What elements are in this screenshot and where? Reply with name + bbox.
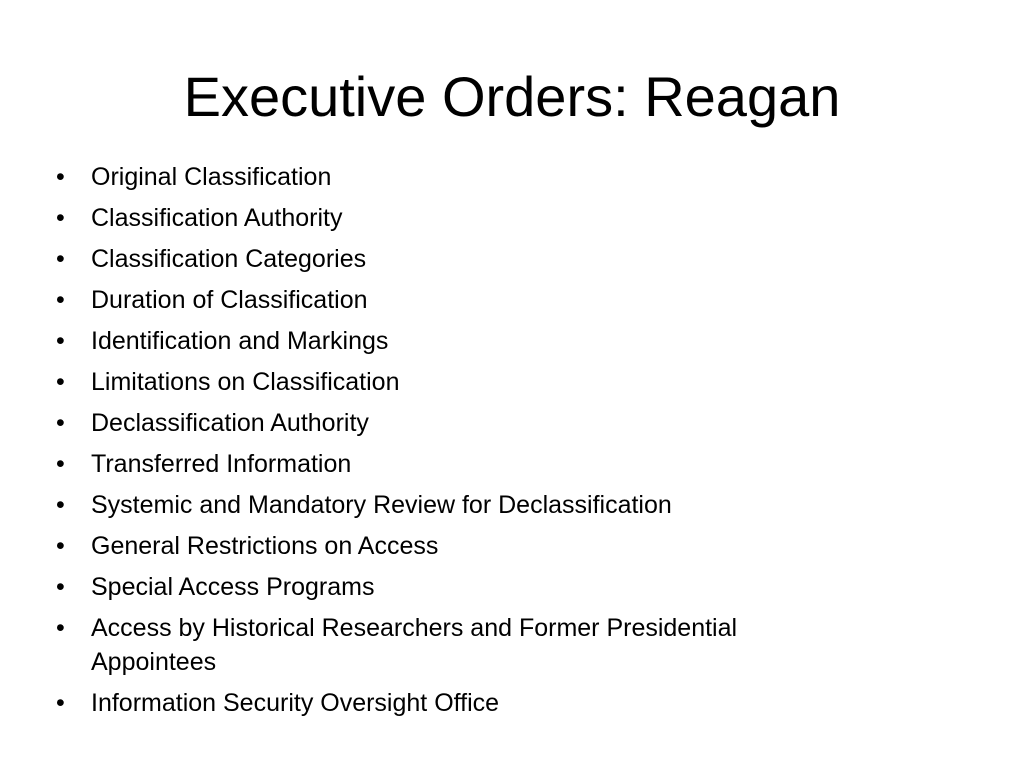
list-item — [52, 529, 852, 563]
list-item — [52, 406, 852, 440]
list-item — [52, 283, 852, 317]
bullet-icon: • — [56, 689, 65, 717]
list-item-text: Systemic and Mandatory Review for Declassification — [91, 491, 672, 519]
list-item-text: Access by Historical Researchers and Former Presidential Appointees — [91, 614, 738, 676]
bullet-icon: • — [56, 573, 65, 601]
bullet-icon: • — [56, 204, 65, 232]
list-item-text: Identification and Markings — [91, 327, 389, 355]
list-item-text: Classification Categories — [91, 245, 367, 273]
bullet-icon: • — [56, 450, 65, 478]
list-item-text: Declassification Authority — [91, 409, 369, 437]
list-item-text: Special Access Programs — [91, 573, 375, 601]
bullet-icon: • — [56, 368, 65, 396]
list-item — [52, 447, 852, 481]
list-item-text: Limitations on Classification — [91, 368, 400, 396]
list-item-text: Duration of Classification — [91, 286, 368, 314]
list-item — [52, 242, 852, 276]
bullet-list — [52, 160, 852, 727]
bullet-icon: • — [56, 491, 65, 519]
list-item — [52, 160, 852, 194]
slide-title: Executive Orders: Reagan — [183, 65, 841, 128]
list-item-text: Classification Authority — [91, 204, 343, 232]
list-item — [52, 324, 852, 358]
list-item-text: Information Security Oversight Office — [91, 689, 500, 717]
bullet-icon: • — [56, 245, 65, 273]
list-item — [52, 365, 852, 399]
list-item — [52, 611, 852, 679]
bullet-icon: • — [56, 409, 65, 437]
bullet-icon: • — [56, 327, 65, 355]
list-item-text: Transferred Information — [91, 450, 352, 478]
bullet-icon: • — [56, 532, 65, 560]
list-item — [52, 570, 852, 604]
bullet-icon: • — [56, 163, 65, 191]
bullet-icon: • — [56, 286, 65, 314]
list-item — [52, 201, 852, 235]
list-item — [52, 488, 852, 522]
list-item — [52, 686, 852, 720]
list-item-text: General Restrictions on Access — [91, 532, 439, 560]
list-item-text: Original Classification — [91, 163, 332, 191]
bullet-icon: • — [56, 614, 65, 642]
